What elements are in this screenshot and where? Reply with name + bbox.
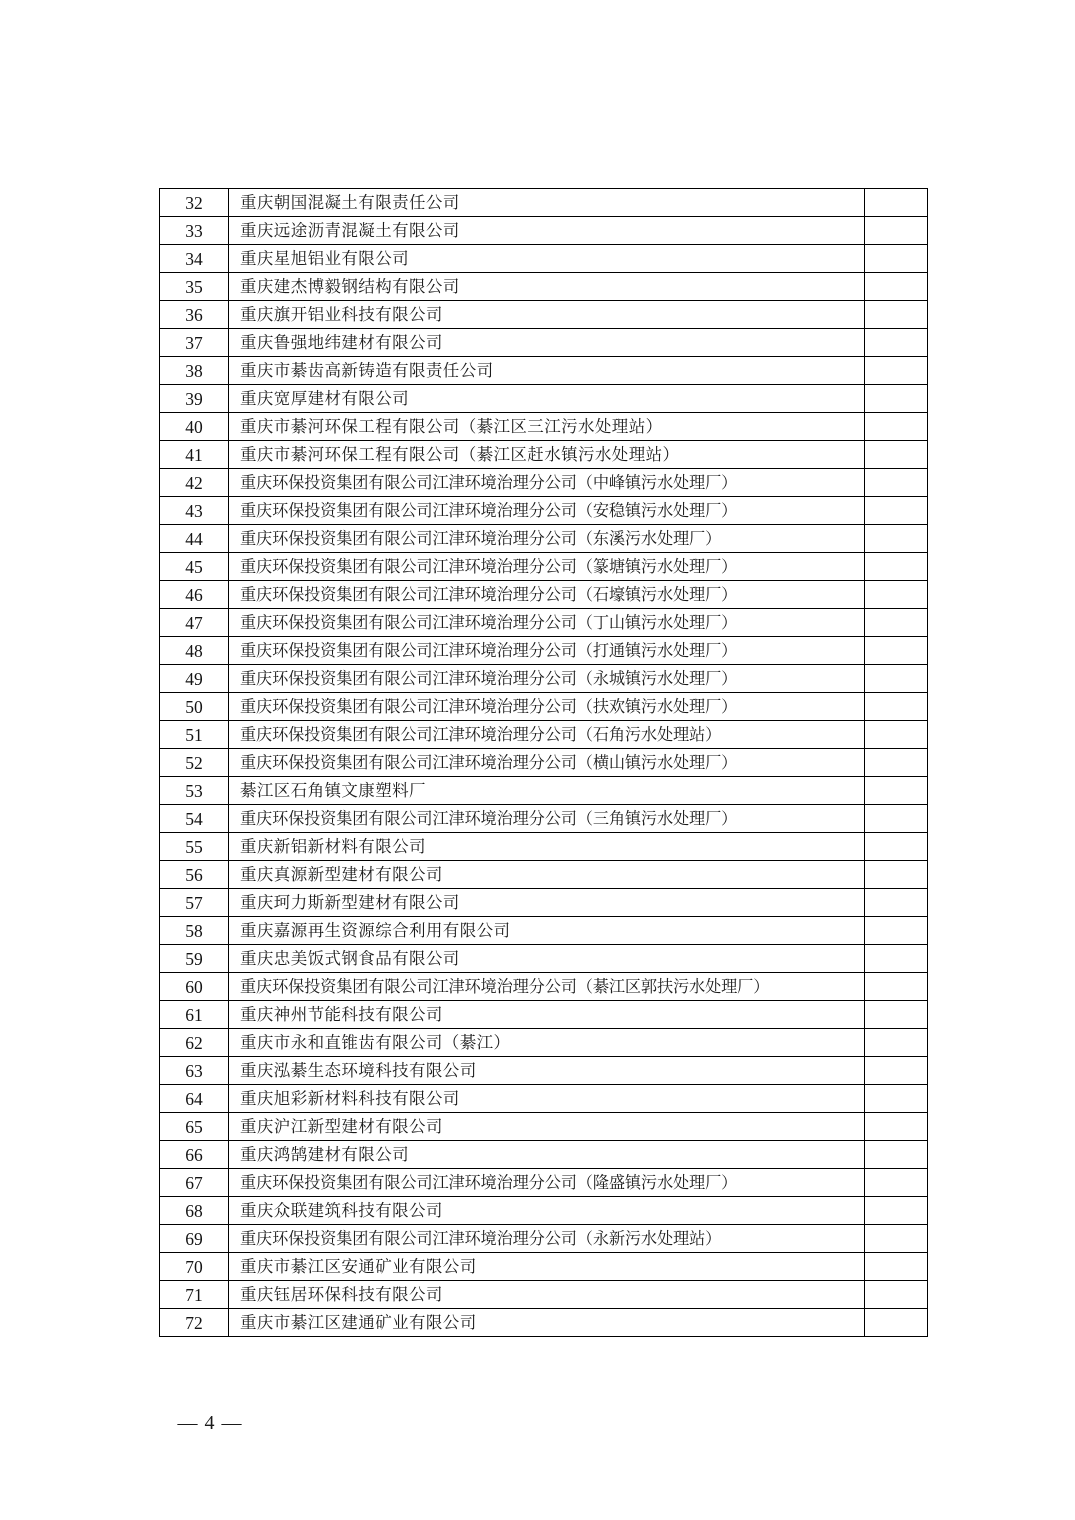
company-name: 重庆远途沥青混凝土有限公司 bbox=[229, 217, 865, 245]
company-name: 重庆珂力斯新型建材有限公司 bbox=[229, 889, 865, 917]
row-index: 42 bbox=[160, 469, 229, 497]
table-row bbox=[160, 1281, 928, 1309]
company-name: 重庆嘉源再生资源综合利用有限公司 bbox=[229, 917, 865, 945]
row-index: 57 bbox=[160, 889, 229, 917]
row-index: 44 bbox=[160, 525, 229, 553]
row-index: 67 bbox=[160, 1169, 229, 1197]
row-note bbox=[865, 945, 928, 973]
company-name: 重庆钰居环保科技有限公司 bbox=[229, 1281, 865, 1309]
row-index: 34 bbox=[160, 245, 229, 273]
company-name: 重庆市綦齿高新铸造有限责任公司 bbox=[229, 357, 865, 385]
row-index: 43 bbox=[160, 497, 229, 525]
company-name: 重庆真源新型建材有限公司 bbox=[229, 861, 865, 889]
row-note bbox=[865, 1253, 928, 1281]
table-row bbox=[160, 749, 928, 777]
row-note bbox=[865, 665, 928, 693]
table-row bbox=[160, 301, 928, 329]
row-note bbox=[865, 581, 928, 609]
row-note bbox=[865, 357, 928, 385]
table-row bbox=[160, 609, 928, 637]
table-row bbox=[160, 1085, 928, 1113]
row-note bbox=[865, 917, 928, 945]
row-note bbox=[865, 889, 928, 917]
company-name: 重庆新铝新材料有限公司 bbox=[229, 833, 865, 861]
table-row bbox=[160, 329, 928, 357]
company-name: 重庆众联建筑科技有限公司 bbox=[229, 1197, 865, 1225]
row-index: 68 bbox=[160, 1197, 229, 1225]
row-note bbox=[865, 217, 928, 245]
company-name: 重庆环保投资集团有限公司江津环境治理分公司（綦江区郭扶污水处理厂） bbox=[229, 973, 865, 1001]
company-name: 重庆环保投资集团有限公司江津环境治理分公司（篆塘镇污水处理厂） bbox=[229, 553, 865, 581]
row-index: 39 bbox=[160, 385, 229, 413]
company-name: 重庆忠美饭式钢食品有限公司 bbox=[229, 945, 865, 973]
row-note bbox=[865, 693, 928, 721]
table-row bbox=[160, 1197, 928, 1225]
row-index: 50 bbox=[160, 693, 229, 721]
row-index: 37 bbox=[160, 329, 229, 357]
table-row bbox=[160, 497, 928, 525]
row-note bbox=[865, 721, 928, 749]
company-name: 重庆朝国混凝土有限责任公司 bbox=[229, 189, 865, 217]
company-name: 重庆环保投资集团有限公司江津环境治理分公司（横山镇污水处理厂） bbox=[229, 749, 865, 777]
row-note bbox=[865, 1141, 928, 1169]
row-note bbox=[865, 1309, 928, 1337]
table-row bbox=[160, 945, 928, 973]
row-index: 71 bbox=[160, 1281, 229, 1309]
row-index: 59 bbox=[160, 945, 229, 973]
company-list-table bbox=[159, 188, 928, 1337]
company-name: 重庆泓綦生态环境科技有限公司 bbox=[229, 1057, 865, 1085]
row-note bbox=[865, 525, 928, 553]
table-row bbox=[160, 833, 928, 861]
table-row bbox=[160, 889, 928, 917]
company-name: 重庆旭彩新材料科技有限公司 bbox=[229, 1085, 865, 1113]
row-note bbox=[865, 385, 928, 413]
row-index: 62 bbox=[160, 1029, 229, 1057]
row-index: 38 bbox=[160, 357, 229, 385]
table-row bbox=[160, 413, 928, 441]
row-index: 47 bbox=[160, 609, 229, 637]
row-note bbox=[865, 1197, 928, 1225]
table-row bbox=[160, 1113, 928, 1141]
row-index: 65 bbox=[160, 1113, 229, 1141]
company-name: 重庆沪江新型建材有限公司 bbox=[229, 1113, 865, 1141]
company-name: 綦江区石角镇文康塑料厂 bbox=[229, 777, 865, 805]
table-row bbox=[160, 1253, 928, 1281]
row-index: 70 bbox=[160, 1253, 229, 1281]
row-note bbox=[865, 1057, 928, 1085]
row-note bbox=[865, 1001, 928, 1029]
row-note bbox=[865, 329, 928, 357]
table-row bbox=[160, 469, 928, 497]
row-index: 32 bbox=[160, 189, 229, 217]
company-name: 重庆神州节能科技有限公司 bbox=[229, 1001, 865, 1029]
table-row bbox=[160, 973, 928, 1001]
table-row bbox=[160, 1029, 928, 1057]
row-index: 56 bbox=[160, 861, 229, 889]
row-note bbox=[865, 245, 928, 273]
company-name: 重庆环保投资集团有限公司江津环境治理分公司（打通镇污水处理厂） bbox=[229, 637, 865, 665]
table-row bbox=[160, 1057, 928, 1085]
company-name: 重庆鸿鹄建材有限公司 bbox=[229, 1141, 865, 1169]
row-index: 33 bbox=[160, 217, 229, 245]
row-index: 52 bbox=[160, 749, 229, 777]
table-row bbox=[160, 693, 928, 721]
row-index: 55 bbox=[160, 833, 229, 861]
table-row bbox=[160, 525, 928, 553]
row-index: 41 bbox=[160, 441, 229, 469]
row-note bbox=[865, 833, 928, 861]
row-note bbox=[865, 749, 928, 777]
table-row bbox=[160, 245, 928, 273]
row-note bbox=[865, 1113, 928, 1141]
table-row bbox=[160, 385, 928, 413]
table-row bbox=[160, 1001, 928, 1029]
table-row bbox=[160, 273, 928, 301]
row-note bbox=[865, 273, 928, 301]
row-index: 72 bbox=[160, 1309, 229, 1337]
company-name: 重庆市綦江区建通矿业有限公司 bbox=[229, 1309, 865, 1337]
row-note bbox=[865, 973, 928, 1001]
table-row bbox=[160, 553, 928, 581]
row-index: 49 bbox=[160, 665, 229, 693]
row-note bbox=[865, 805, 928, 833]
table-row bbox=[160, 805, 928, 833]
company-name: 重庆环保投资集团有限公司江津环境治理分公司（扶欢镇污水处理厂） bbox=[229, 693, 865, 721]
table-row bbox=[160, 217, 928, 245]
row-note bbox=[865, 441, 928, 469]
row-index: 69 bbox=[160, 1225, 229, 1253]
table-row bbox=[160, 357, 928, 385]
table-row bbox=[160, 1169, 928, 1197]
table-row bbox=[160, 1141, 928, 1169]
row-note bbox=[865, 1225, 928, 1253]
company-name: 重庆环保投资集团有限公司江津环境治理分公司（东溪污水处理厂） bbox=[229, 525, 865, 553]
row-index: 60 bbox=[160, 973, 229, 1001]
row-note bbox=[865, 1029, 928, 1057]
table-row bbox=[160, 861, 928, 889]
table-row bbox=[160, 441, 928, 469]
row-note bbox=[865, 469, 928, 497]
table-row bbox=[160, 777, 928, 805]
company-name: 重庆市永和直锥齿有限公司（綦江） bbox=[229, 1029, 865, 1057]
company-name: 重庆环保投资集团有限公司江津环境治理分公司（三角镇污水处理厂） bbox=[229, 805, 865, 833]
table-body bbox=[160, 189, 928, 1337]
row-index: 45 bbox=[160, 553, 229, 581]
table-row bbox=[160, 637, 928, 665]
company-name: 重庆市綦江区安通矿业有限公司 bbox=[229, 1253, 865, 1281]
row-index: 40 bbox=[160, 413, 229, 441]
row-note bbox=[865, 1169, 928, 1197]
row-note bbox=[865, 301, 928, 329]
table-row bbox=[160, 1309, 928, 1337]
row-note bbox=[865, 861, 928, 889]
row-note bbox=[865, 497, 928, 525]
row-index: 46 bbox=[160, 581, 229, 609]
company-name: 重庆环保投资集团有限公司江津环境治理分公司（安稳镇污水处理厂） bbox=[229, 497, 865, 525]
row-index: 64 bbox=[160, 1085, 229, 1113]
page-number: — 4 — bbox=[177, 1412, 243, 1434]
row-index: 54 bbox=[160, 805, 229, 833]
table-row bbox=[160, 721, 928, 749]
row-index: 63 bbox=[160, 1057, 229, 1085]
row-index: 58 bbox=[160, 917, 229, 945]
row-note bbox=[865, 1281, 928, 1309]
row-note bbox=[865, 777, 928, 805]
company-name: 重庆环保投资集团有限公司江津环境治理分公司（石角污水处理站） bbox=[229, 721, 865, 749]
row-index: 66 bbox=[160, 1141, 229, 1169]
row-index: 35 bbox=[160, 273, 229, 301]
company-name: 重庆环保投资集团有限公司江津环境治理分公司（中峰镇污水处理厂） bbox=[229, 469, 865, 497]
table-row bbox=[160, 917, 928, 945]
company-name: 重庆鲁强地纬建材有限公司 bbox=[229, 329, 865, 357]
row-note bbox=[865, 1085, 928, 1113]
company-name: 重庆环保投资集团有限公司江津环境治理分公司（隆盛镇污水处理厂） bbox=[229, 1169, 865, 1197]
company-name: 重庆宽厚建材有限公司 bbox=[229, 385, 865, 413]
row-note bbox=[865, 609, 928, 637]
row-index: 61 bbox=[160, 1001, 229, 1029]
row-note bbox=[865, 637, 928, 665]
table-row bbox=[160, 189, 928, 217]
table-row bbox=[160, 1225, 928, 1253]
company-name: 重庆市綦河环保工程有限公司（綦江区三江污水处理站） bbox=[229, 413, 865, 441]
table-row bbox=[160, 581, 928, 609]
company-name: 重庆建杰博毅钢结构有限公司 bbox=[229, 273, 865, 301]
row-index: 53 bbox=[160, 777, 229, 805]
company-name: 重庆环保投资集团有限公司江津环境治理分公司（永新污水处理站） bbox=[229, 1225, 865, 1253]
company-name: 重庆环保投资集团有限公司江津环境治理分公司（丁山镇污水处理厂） bbox=[229, 609, 865, 637]
row-index: 48 bbox=[160, 637, 229, 665]
row-note bbox=[865, 189, 928, 217]
row-note bbox=[865, 413, 928, 441]
table-row bbox=[160, 665, 928, 693]
row-index: 36 bbox=[160, 301, 229, 329]
company-name: 重庆旗开铝业科技有限公司 bbox=[229, 301, 865, 329]
company-name: 重庆星旭铝业有限公司 bbox=[229, 245, 865, 273]
company-name: 重庆环保投资集团有限公司江津环境治理分公司（永城镇污水处理厂） bbox=[229, 665, 865, 693]
row-note bbox=[865, 553, 928, 581]
company-name: 重庆环保投资集团有限公司江津环境治理分公司（石壕镇污水处理厂） bbox=[229, 581, 865, 609]
company-name: 重庆市綦河环保工程有限公司（綦江区赶水镇污水处理站） bbox=[229, 441, 865, 469]
row-index: 51 bbox=[160, 721, 229, 749]
